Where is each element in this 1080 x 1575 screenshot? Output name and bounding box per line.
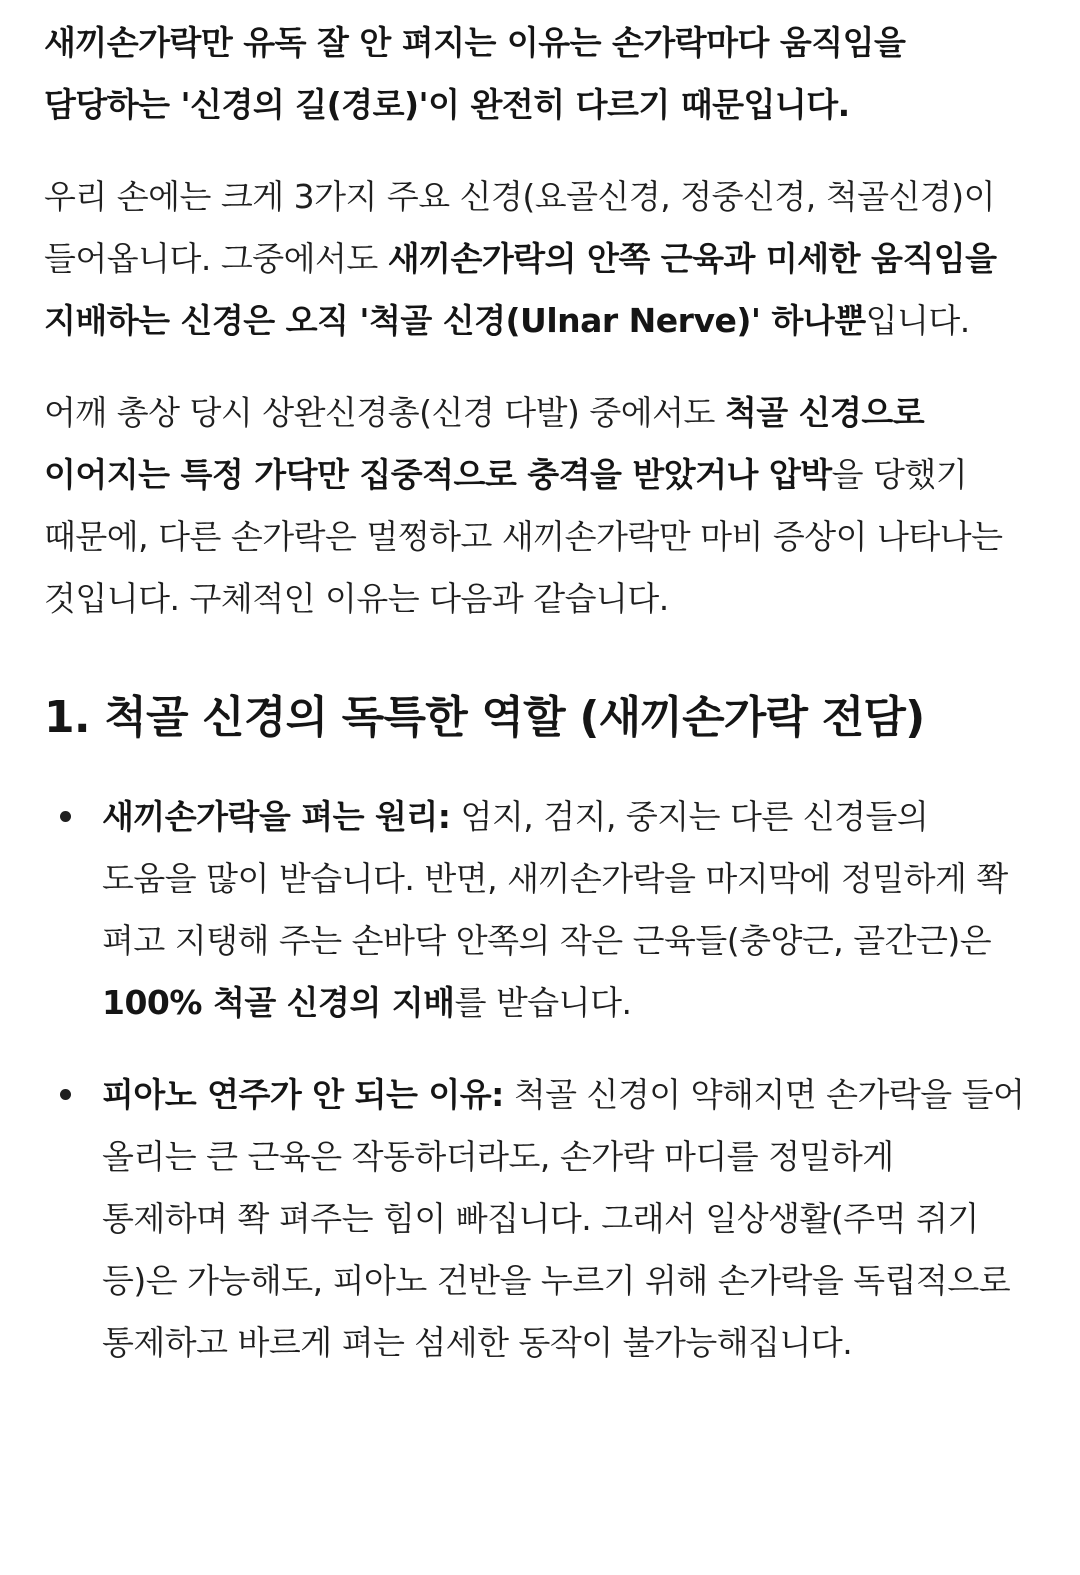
list-item-text [102,1064,1028,1374]
list-item-text [102,786,1028,1034]
reason-list [44,786,1028,1374]
injury-cause-paragraph [44,382,1028,630]
nerve-overview-text-1: 우리 손에는 크게 3가지 주요 신경(요골신경, 정중신경, 척골신경)이 들어옵니다. 그중에서도 [44,177,995,278]
list-item-bold: 100% 척골 신경의 지배 [102,983,455,1022]
list-item-label: 피아노 연주가 안 되는 이유: [102,1075,504,1114]
bullet-icon [60,1089,71,1100]
nerve-overview-paragraph [44,166,1028,352]
list-item-body-1: 척골 신경이 약해지면 손가락을 들어 올리는 큰 근육은 작동하더라도, 손가락 마디를 정밀하게 통제하며 쫙 펴주는 힘이 빠집니다. 그래서 일상생활(주먹 쥐기 등)은 가능해도, 피아노 건반을 누르기 위해 손가락을 독립적으로 통제하고 바르게 펴는 섬세한 동작이 불가능해집니다. [102,1075,1025,1362]
list-item [44,786,1028,1034]
list-item [44,1064,1028,1374]
bullet-icon [60,811,71,822]
injury-cause-text-2: 을 당했기 때문에, 다른 손가락은 멀쩡하고 새끼손가락만 마비 증상이 나타나는 것입니다. 구체적인 이유는 다음과 같습니다. [44,455,1003,618]
intro-bold-text: 새끼손가락만 유독 잘 안 펴지는 이유는 손가락마다 움직임을 담당하는 '신경의 길(경로)'이 완전히 다르기 때문입니다. [44,23,906,124]
list-item-body-2: 를 받습니다. [454,983,632,1022]
nerve-overview-bold: 새끼손가락의 안쪽 근육과 미세한 움직임을 지배하는 신경은 오직 '척골 신경(Ulnar Nerve)' 하나뿐 [44,239,997,340]
list-item-body-1: 엄지, 검지, 중지는 다른 신경들의 도움을 많이 받습니다. 반면, 새끼손가락을 마지막에 정밀하게 쫙 펴고 지탱해 주는 손바닥 안쪽의 작은 근육들(충양근, 골간근)은 [102,797,1008,960]
section-heading: 1. 척골 신경의 독특한 역할 (새끼손가락 전담) [44,692,925,743]
intro-paragraph [44,12,1028,136]
injury-cause-bold: 척골 신경으로 이어지는 특정 가닥만 집중적으로 충격을 받았거나 압박 [44,393,925,494]
nerve-overview-text-2: 입니다. [865,301,970,340]
list-item-label: 새끼손가락을 펴는 원리: [102,797,451,836]
injury-cause-text-1: 어깨 총상 당시 상완신경총(신경 다발) 중에서도 [44,393,725,432]
